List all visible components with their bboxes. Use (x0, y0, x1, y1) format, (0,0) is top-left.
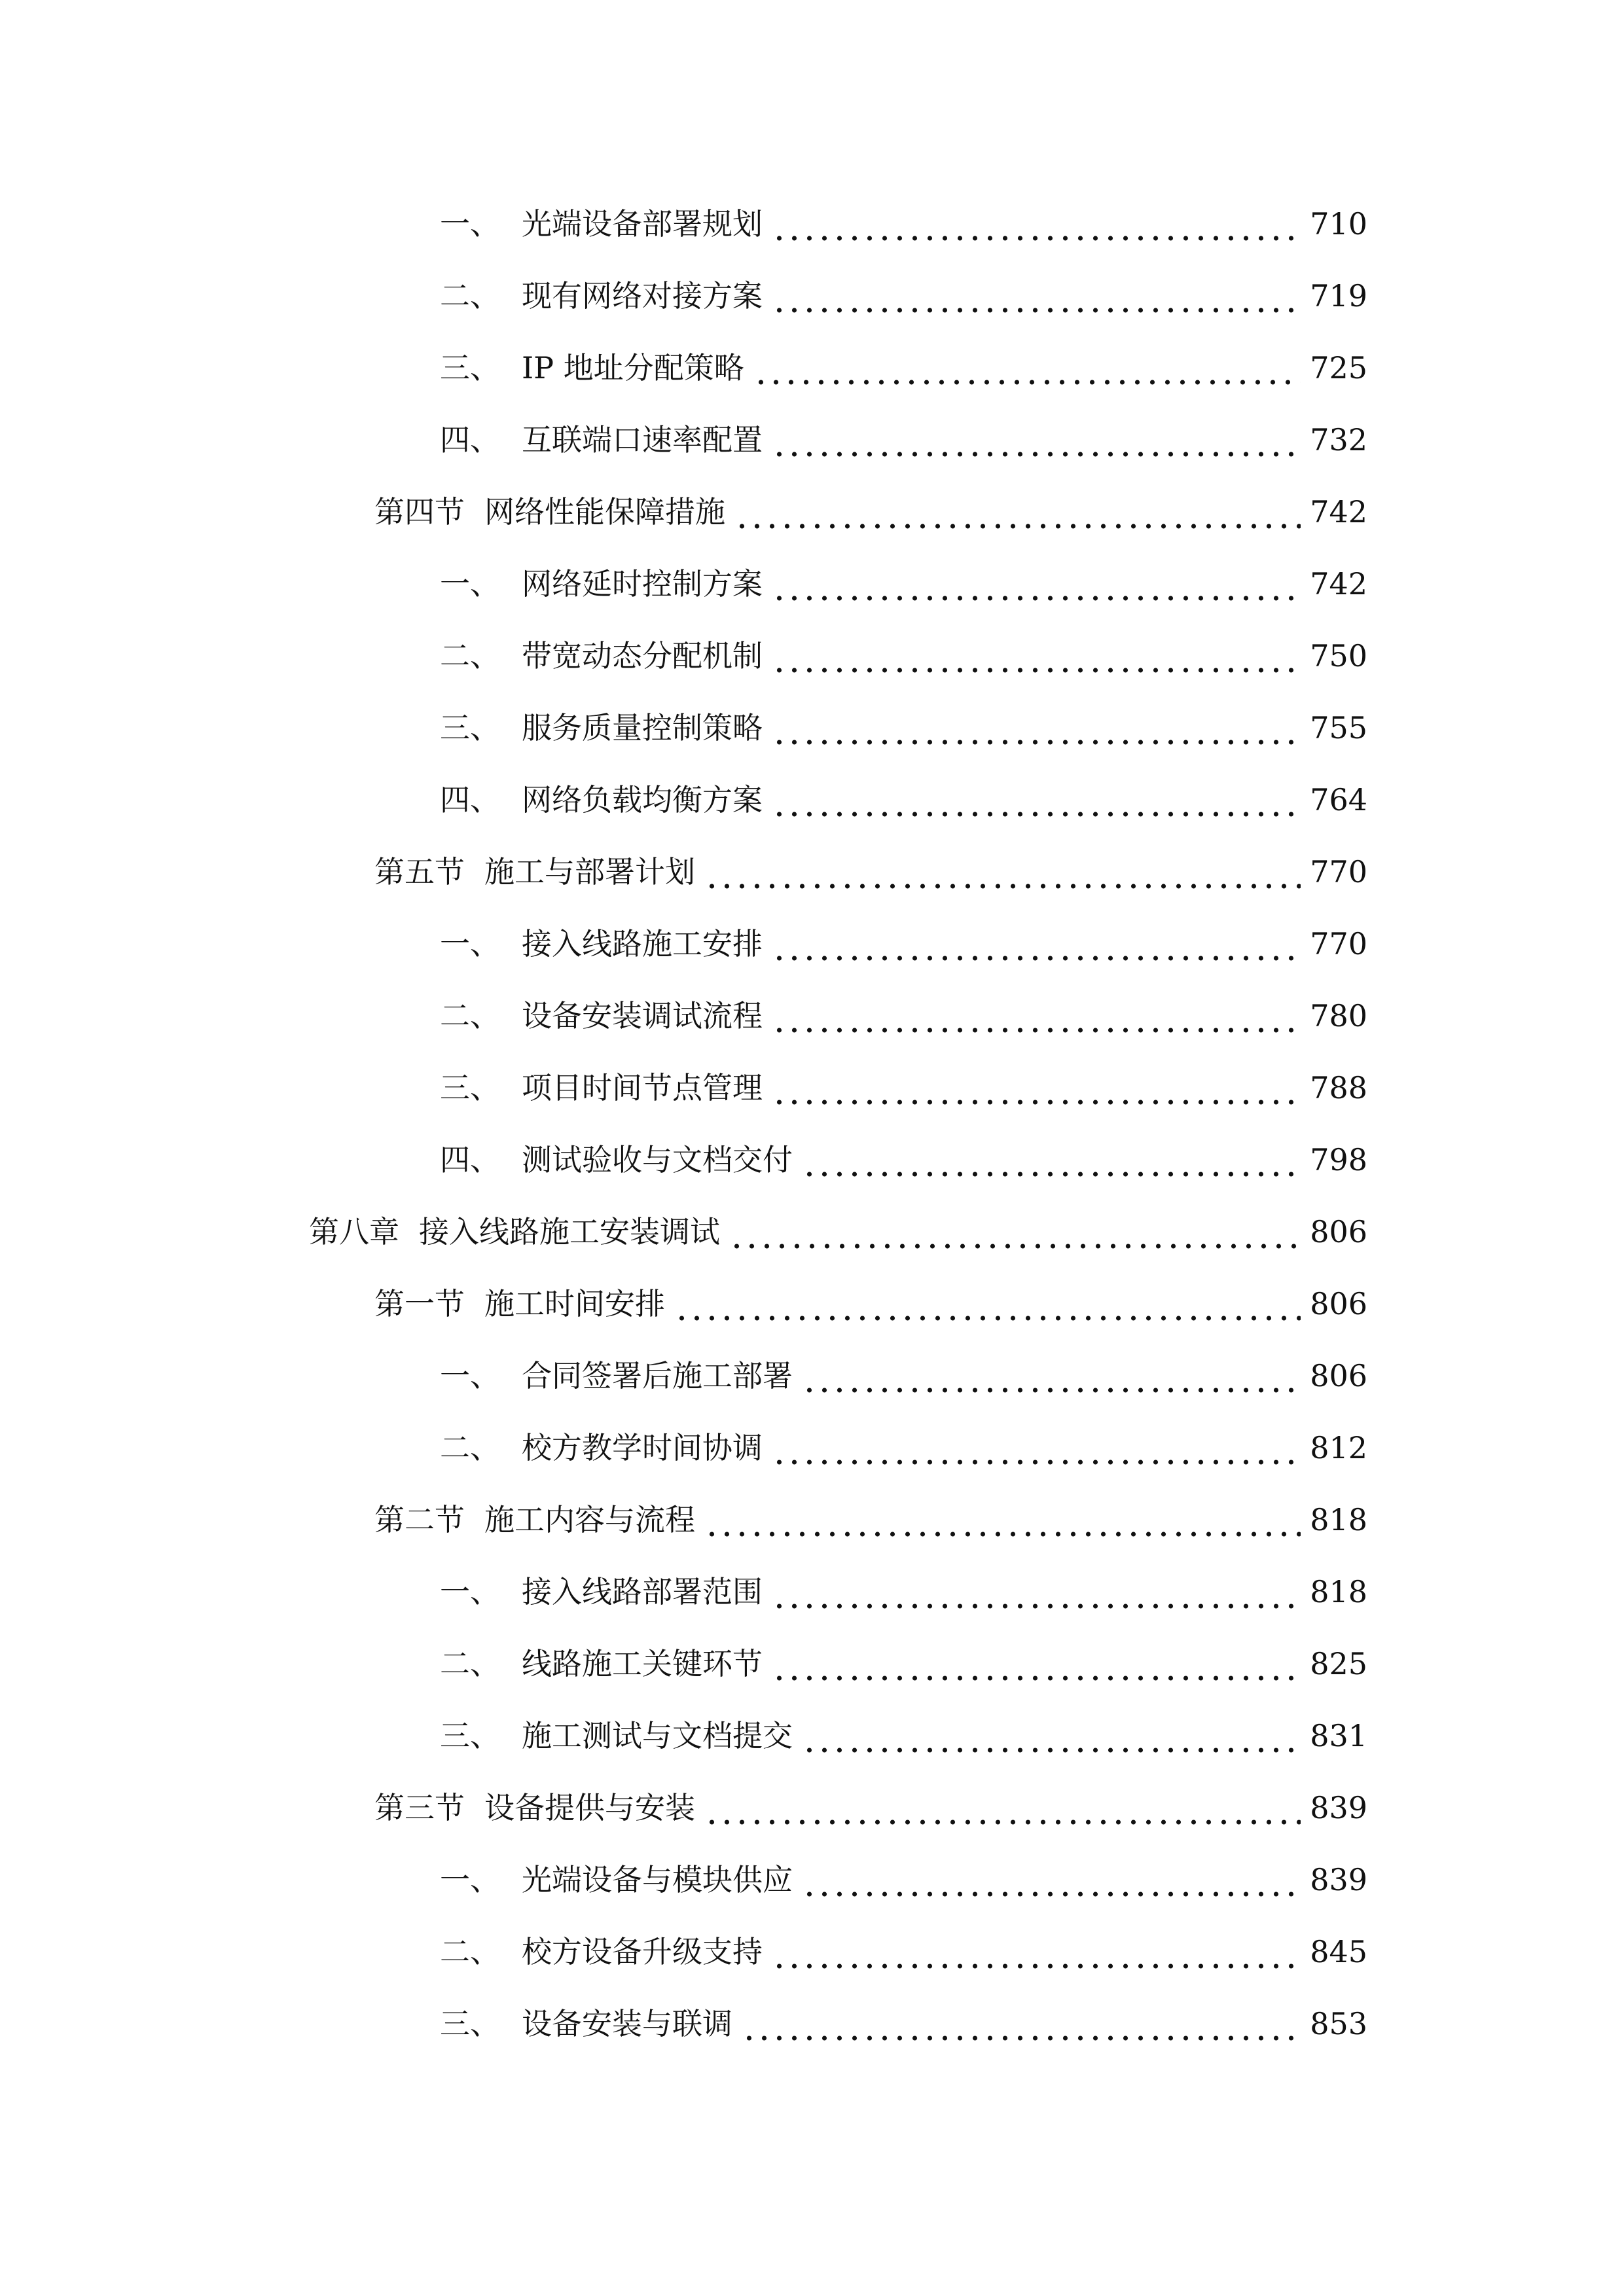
toc-entry-title: 设备安装调试流程 (522, 998, 763, 1033)
toc-page-number: 839 (1310, 1862, 1367, 1897)
toc-entry-title: IP 地址分配策略 (522, 350, 744, 386)
toc-dot-leader (772, 565, 1301, 602)
toc-entry-number: 一、 (440, 206, 500, 242)
toc-page-number: 812 (1310, 1430, 1367, 1465)
toc-dot-leader (772, 206, 1301, 242)
toc-page-number: 798 (1310, 1142, 1367, 1177)
toc-page-number: 742 (1310, 566, 1367, 601)
toc-entry-title: 现有网络对接方案 (522, 278, 763, 314)
toc-dot-leader (674, 1285, 1301, 1322)
toc-entry-number: 第一节 (374, 1286, 465, 1321)
toc-entry-title: 光端设备部署规划 (522, 206, 763, 242)
toc-dot-leader (772, 1069, 1301, 1106)
toc-entry[interactable] (374, 478, 1367, 530)
toc-entry[interactable] (440, 1918, 1367, 1970)
toc-page-number: 764 (1310, 782, 1367, 817)
toc-entry[interactable] (440, 262, 1367, 314)
toc-entry[interactable] (440, 1126, 1367, 1178)
toc-entry-title: 线路施工关键环节 (522, 1646, 763, 1681)
toc-dot-leader (704, 853, 1301, 890)
toc-entry-number: 第八章 (309, 1214, 399, 1249)
toc-entry-number: 二、 (440, 278, 500, 314)
toc-entry-title: 校方设备升级支持 (522, 1934, 763, 1969)
toc-entry-title: 测试验收与文档交付 (522, 1142, 793, 1177)
toc-page-number: 742 (1310, 494, 1367, 529)
toc-page-number: 780 (1310, 998, 1367, 1033)
toc-dot-leader (742, 2005, 1301, 2042)
toc-entry-number: 第三节 (374, 1790, 465, 1825)
toc-entry[interactable] (374, 1774, 1367, 1826)
toc-entry-number: 一、 (440, 1574, 500, 1609)
toc-entry-title: 接入线路施工安装调试 (419, 1214, 720, 1249)
toc-entry[interactable] (309, 1198, 1367, 1250)
toc-entry-number: 一、 (440, 926, 500, 961)
toc-dot-leader (802, 1141, 1301, 1178)
toc-entry-number: 二、 (440, 1430, 500, 1465)
toc-dot-leader (802, 1717, 1301, 1754)
toc-page-number: 788 (1310, 1070, 1367, 1105)
toc-entry-title: 施工时间安排 (484, 1286, 665, 1321)
toc-entry-title: 施工与部署计划 (484, 854, 695, 889)
toc-dot-leader (772, 925, 1301, 962)
toc-entry-title: 网络性能保障措施 (484, 494, 725, 529)
toc-page-number: 831 (1310, 1718, 1367, 1753)
toc-entry-number: 第四节 (374, 494, 465, 529)
toc-page-number: 725 (1310, 350, 1367, 386)
toc-dot-leader (772, 1573, 1301, 1610)
toc-entry[interactable] (440, 190, 1367, 242)
toc-entry-number: 三、 (440, 350, 500, 386)
toc-entry-title: 互联端口速率配置 (522, 422, 763, 457)
toc-entry-title: 接入线路部署范围 (522, 1574, 763, 1609)
toc-dot-leader (753, 350, 1301, 386)
toc-entry-number: 四、 (440, 1142, 500, 1177)
toc-dot-leader (772, 709, 1301, 746)
toc-entry[interactable] (440, 766, 1367, 818)
toc-entry[interactable] (440, 1990, 1367, 2042)
toc-page-number: 806 (1310, 1286, 1367, 1321)
toc-dot-leader (772, 637, 1301, 674)
toc-entry[interactable] (440, 1630, 1367, 1682)
toc-entry-number: 二、 (440, 1646, 500, 1681)
toc-entry[interactable] (374, 1270, 1367, 1322)
toc-entry-number: 第二节 (374, 1502, 465, 1537)
toc-dot-leader (729, 1213, 1301, 1250)
toc-entry[interactable] (440, 1342, 1367, 1394)
toc-page-number: 818 (1310, 1502, 1367, 1537)
toc-entry-number: 二、 (440, 998, 500, 1033)
toc-entry-number: 第五节 (374, 854, 465, 889)
toc-dot-leader (772, 1645, 1301, 1682)
toc-page-number: 750 (1310, 638, 1367, 673)
toc-entry-number: 三、 (440, 710, 500, 745)
toc-entry-title: 光端设备与模块供应 (522, 1862, 793, 1897)
toc-entry-number: 一、 (440, 566, 500, 601)
toc-entry[interactable] (440, 550, 1367, 602)
toc-dot-leader (734, 493, 1301, 530)
toc-entry[interactable] (440, 1558, 1367, 1610)
toc-page-number: 806 (1310, 1214, 1367, 1249)
toc-page-number: 770 (1310, 926, 1367, 961)
toc-dot-leader (772, 1933, 1301, 1970)
toc-entry-title: 服务质量控制策略 (522, 710, 763, 745)
toc-dot-leader (704, 1501, 1301, 1538)
toc-page-number: 710 (1310, 206, 1367, 242)
toc-entry-number: 四、 (440, 422, 500, 457)
toc-dot-leader (802, 1861, 1301, 1898)
toc-entry[interactable] (440, 694, 1367, 746)
toc-entry-title: 接入线路施工安排 (522, 926, 763, 961)
toc-page-number: 853 (1310, 2006, 1367, 2041)
toc-page-number: 839 (1310, 1790, 1367, 1825)
toc-entry-number: 二、 (440, 1934, 500, 1969)
toc-page-number: 845 (1310, 1934, 1367, 1969)
toc-entry[interactable] (440, 334, 1367, 386)
toc-dot-leader (772, 422, 1301, 458)
toc-page-number: 732 (1310, 422, 1367, 457)
toc-entry-number: 三、 (440, 1718, 500, 1753)
toc-entry-title: 网络延时控制方案 (522, 566, 763, 601)
toc-page-number: 719 (1310, 278, 1367, 314)
toc-entry[interactable] (440, 1054, 1367, 1106)
toc-entry[interactable] (440, 622, 1367, 674)
toc-page-number: 755 (1310, 710, 1367, 745)
toc-entry[interactable] (440, 406, 1367, 458)
toc-entry-number: 三、 (440, 1070, 500, 1105)
toc-entry-title: 设备安装与联调 (522, 2006, 732, 2041)
toc-entry-number: 二、 (440, 638, 500, 673)
toc-entry-number: 一、 (440, 1358, 500, 1393)
toc-entry[interactable] (440, 1702, 1367, 1754)
toc-entry-number: 四、 (440, 782, 500, 817)
toc-entry[interactable] (374, 838, 1367, 890)
toc-entry-title: 合同签署后施工部署 (522, 1358, 793, 1393)
toc-entry-title: 项目时间节点管理 (522, 1070, 763, 1105)
toc-dot-leader (802, 1357, 1301, 1394)
toc-dot-leader (772, 1429, 1301, 1466)
toc-dot-leader (704, 1789, 1301, 1826)
toc-entry-number: 三、 (440, 2006, 500, 2041)
toc-entry[interactable] (440, 1846, 1367, 1898)
toc-page-number: 825 (1310, 1646, 1367, 1681)
toc-page-number: 818 (1310, 1574, 1367, 1609)
toc-entry[interactable] (440, 982, 1367, 1034)
toc-page-number: 770 (1310, 854, 1367, 889)
toc-entry-title: 带宽动态分配机制 (522, 638, 763, 673)
toc-entry-title: 网络负载均衡方案 (522, 782, 763, 817)
toc-entry-title: 施工内容与流程 (484, 1502, 695, 1537)
toc-entry-title: 施工测试与文档提交 (522, 1718, 793, 1753)
toc-entry-number: 一、 (440, 1862, 500, 1897)
toc-dot-leader (772, 997, 1301, 1034)
toc-entry[interactable] (440, 910, 1367, 962)
toc-dot-leader (772, 781, 1301, 818)
toc-entry-title: 设备提供与安装 (484, 1790, 695, 1825)
toc-dot-leader (772, 278, 1301, 314)
toc-entry-title: 校方教学时间协调 (522, 1430, 763, 1465)
toc-entry[interactable] (440, 1414, 1367, 1466)
toc-entry[interactable] (374, 1486, 1367, 1538)
toc-page-number: 806 (1310, 1358, 1367, 1393)
